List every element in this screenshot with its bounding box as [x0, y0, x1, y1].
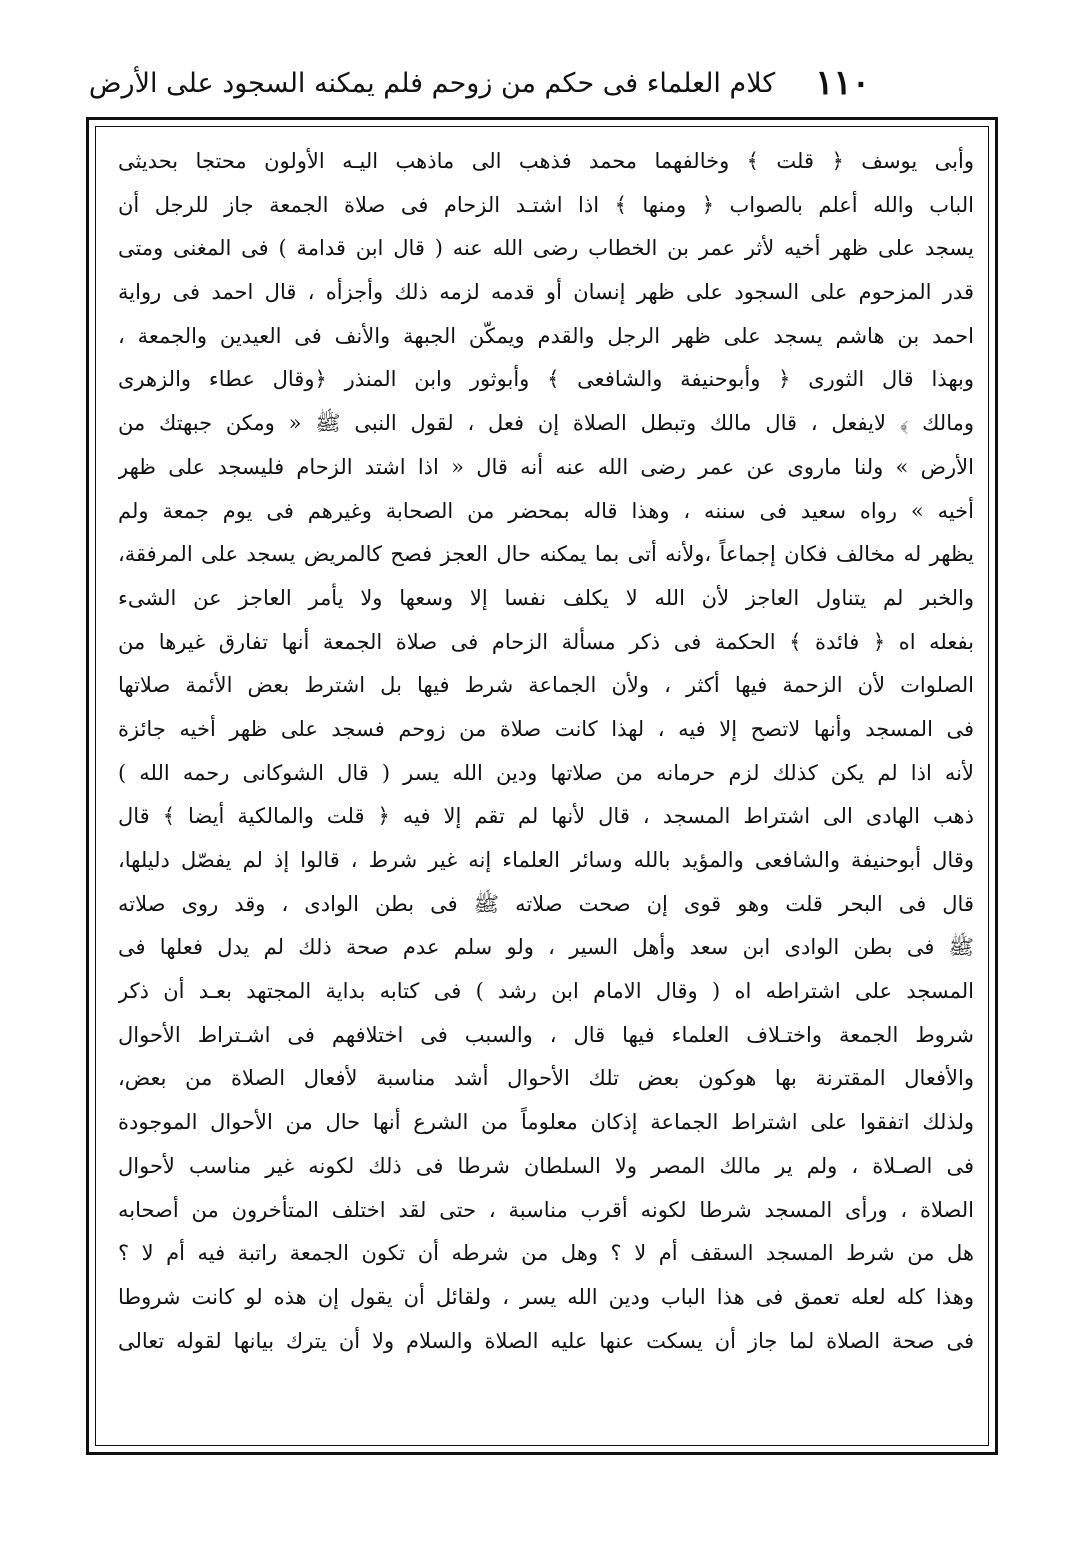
text-line: والأفعال المقترنة بها هوكون بعض تلك الأحوال أشد مناسبة لأفعال الصلاة من بعض، — [118, 1066, 974, 1091]
text-line: قدر المزحوم على السجود على ظهر إنسان أو قدمه لزمه ذلك وأجزأه ، قال احمد فى رواية — [118, 280, 974, 305]
running-title: كلام العلماء فى حكم من زوحم فلم يمكنه السجود على الأرض — [88, 67, 776, 99]
body-text — [118, 140, 974, 1440]
text-line: والخبر لم يتناول العاجز لأن الله لا يكلف نفسا إلا وسعها ولا يأمر العاجز عن الشىء — [118, 585, 974, 610]
text-line: وهذا كله لعله تعمق فى هذا الباب ودين الله يسر ، ولقائل أن يقول إن هذه لو كانت شروطا — [118, 1284, 974, 1309]
text-line: وقال أبوحنيفة والشافعى والمؤيد بالله وسائر العلماء إنه غير شرط ، قالوا إذ لم يفصّل دليلها، — [118, 848, 974, 872]
text-line: وبهذا قال الثورى ﴿ وأبوحنيفة والشافعى ﴾ وأبوثور وابن المنذر ﴿وقال عطاء والزهرى — [118, 367, 974, 392]
text-line: ومالك ﴾ لايفعل ، قال مالك وتبطل الصلاة إن فعل ، لقول النبى ﷺ « ومكن جبهتك من — [118, 411, 974, 436]
text-line: قال فى البحر قلت وهو قوى إن صحت صلاته ﷺ فى بطن الوادى ، وقد روى صلاته — [118, 891, 974, 916]
text-line: بفعله اه ﴿ فائدة ﴾ الحكمة فى ذكر مسألة الزحام فى صلاة الجمعة أنها تفارق غيرها من — [118, 629, 974, 654]
text-line: هل من شرط المسجد السقف أم لا ؟ وهل من شرطه أن تكون الجمعة راتبة فيه أم لا ؟ — [118, 1241, 974, 1266]
text-line: فى الصـلاة ، ولم ير مالك المصر ولا السلطان شرطا فى ذلك لكونه غير مناسب لأحوال — [118, 1153, 974, 1178]
page-number: ١١٠ — [815, 63, 870, 103]
text-line: ولذلك اتفقوا على اشتراط الجماعة إذكان معلوماً من الشرع أنها حال من الأحوال الموجودة — [118, 1110, 974, 1135]
page-header — [88, 58, 870, 108]
text-line: الأرض » ولنا ماروى عن عمر رضى الله عنه أنه قال « اذا اشتد الزحام فليسجد على ظهر — [118, 454, 974, 479]
text-line: احمد بن هاشم يسجد على ظهر الرجل والقدم ويمكّن الجبهة والأنف فى العيدين والجمعة ، — [118, 323, 974, 348]
text-line: لأنه اذا لم يكن كذلك لزم حرمانه من صلاتها ودين الله يسر ( قال الشوكانى رحمه الله ) — [118, 760, 974, 785]
text-line: وأبى يوسف ﴿ قلت ﴾ وخالفهما محمد فذهب الى ماذهب اليـه الأولون محتجا بحديثى — [118, 149, 974, 173]
text-line: الصلوات لأن الزحمة فيها أكثر ، ولأن الجماعة شرط فيها بل اشترط بعض الأئمة صلاتها — [118, 673, 974, 698]
text-line: فى المسجد وأنها لاتصح إلا فيه ، لهذا كانت صلاة من زوحم فسجد على ظهر أخيه جائزة — [118, 716, 974, 741]
text-line: ﷺ فى بطن الوادى ابن سعد وأهل السير ، ولو سلم عدم صحة ذلك لم يدل فعلها فى — [118, 935, 974, 960]
text-line: ذهب الهادى الى اشتراط المسجد ، قال لأنها لم تقم إلا فيه ﴿ قلت والمالكية أيضا ﴾ قال — [118, 804, 974, 829]
text-line: شروط الجمعة واختـلاف العلماء فيها قال ، والسبب فى اختلافهم فى اشـتراط الأحوال — [118, 1022, 974, 1047]
text-line: يظهر له مخالف فكان إجماعاً ،ولأنه أتى بما يمكنه حال العجز فصح كالمريض يسجد على المرفقة، — [118, 542, 974, 567]
text-line: الصلاة ، ورأى المسجد شرطا لكونه أقرب مناسبة ، حتى لقد اختلف المتأخرون من أصحابه — [118, 1197, 974, 1222]
text-line: فى صحة الصلاة لما جاز أن يسكت عنها عليه الصلاة والسلام ولا أن يترك بيانها لقوله تعالى — [118, 1328, 974, 1353]
text-line: يسجد على ظهر أخيه لأثر عمر بن الخطاب رضى الله عنه ( قال ابن قدامة ) فى المغنى ومتى — [118, 236, 974, 261]
text-line: الباب والله أعلم بالصواب ﴿ ومنها ﴾ اذا اشتـد الزحام فى صلاة الجمعة جاز للرجل أن — [118, 192, 974, 217]
text-line: المسجد على اشتراطه اه ( وقال الامام ابن رشد ) فى كتابه بداية المجتهد بعـد أن ذكر — [118, 979, 974, 1004]
text-line: أخيه » رواه سعيد فى سننه ، وهذا قاله بمحضر من الصحابة وغيرهم فى يوم جمعة ولم — [118, 498, 974, 523]
